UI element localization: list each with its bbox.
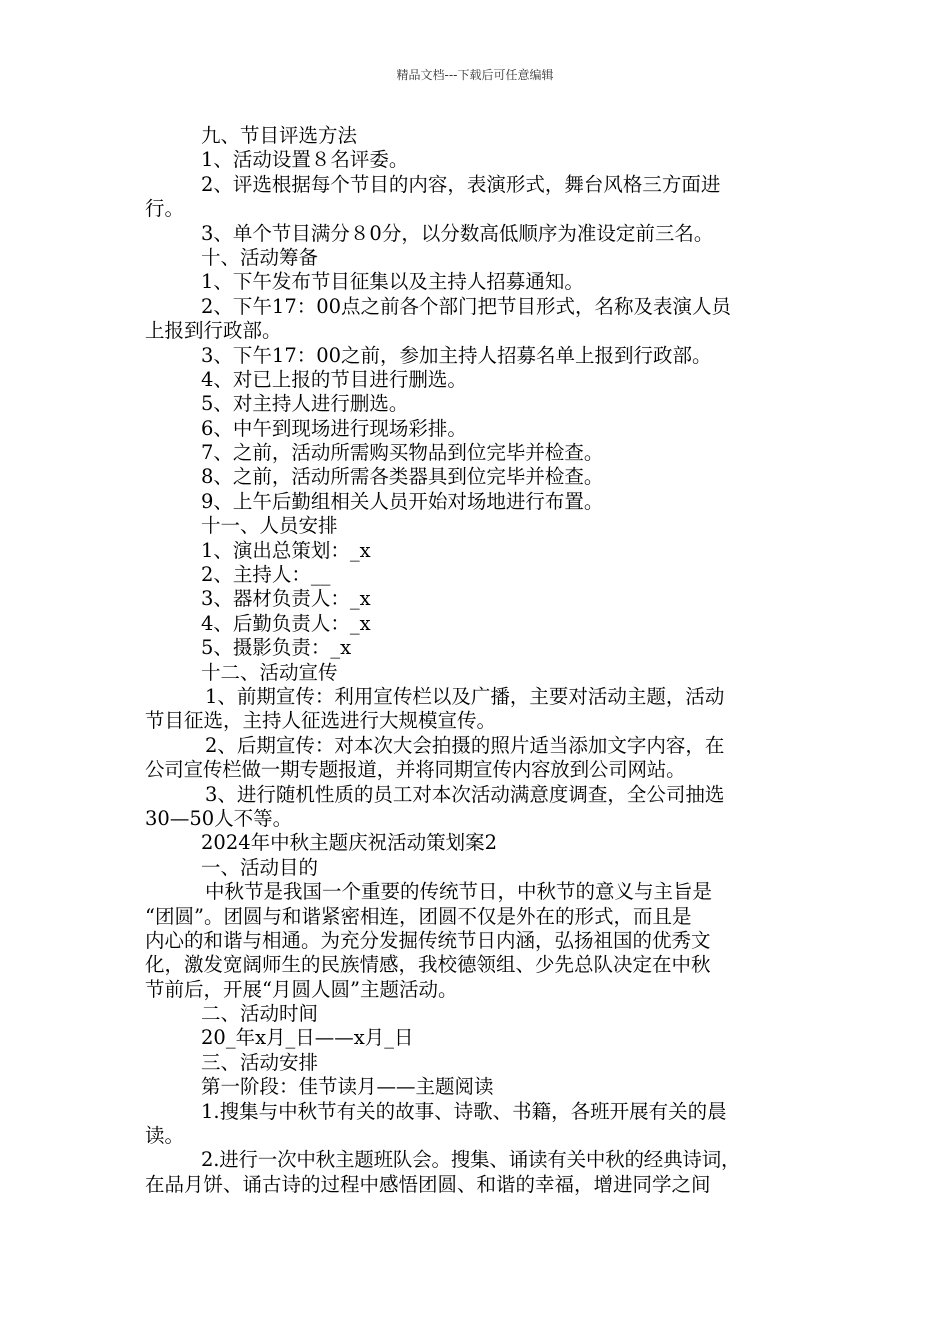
section-heading: 三、活动安排 (201, 1050, 319, 1074)
text-line: “团圆”。团圆与和谐紧密相连，团圆不仅是外在的形式，而且是 (145, 904, 692, 928)
text-line: 1.搜集与中秋节有关的故事、诗歌、书籍，各班开展有关的晨 (201, 1099, 727, 1123)
text-line: 4、对已上报的节目进行删选。 (201, 367, 467, 391)
text-line: 30—50人不等。 (145, 806, 293, 830)
text-line: 4、后勤负责人：_x (201, 611, 371, 635)
text-line: 8、之前，活动所需各类器具到位完毕并检查。 (201, 465, 604, 489)
text-line: 节目征选，主持人征选进行大规模宣传。 (145, 709, 497, 733)
text-line: 化，激发宽阔师生的民族情感，我校德领组、少先总队决定在中秋 (145, 953, 711, 977)
section-heading: 九、节目评选方法 (201, 124, 358, 147)
text-line: 6、中午到现场进行现场彩排。 (201, 416, 467, 440)
text-line: 在品月饼、诵古诗的过程中感悟团圆、和谐的幸福，增进同学之间 (145, 1172, 711, 1196)
text-line: 上报到行政部。 (145, 319, 282, 343)
text-line: 2、后期宣传：对本次大会拍摄的照片适当添加文字内容，在 (205, 733, 725, 757)
section-heading: 十、活动筹备 (201, 245, 319, 269)
document-body (145, 124, 810, 1197)
text-line: 1、前期宣传：利用宣传栏以及广播，主要对活动主题，活动 (205, 684, 725, 708)
text-line: 3、下午17：00之前，参加主持人招募名单上报到行政部。 (201, 343, 712, 367)
text-line: 5、对主持人进行删选。 (201, 392, 409, 416)
text-line: 中秋节是我国一个重要的传统节日，中秋节的意义与主旨是 (205, 880, 713, 904)
text-line: 2、评选根据每个节目的内容，表演形式，舞台风格三方面进 (201, 172, 721, 196)
text-line: 3、器材负责人：_x (201, 587, 371, 611)
text-line: 7、之前，活动所需购买物品到位完毕并检查。 (201, 441, 604, 465)
text-line: 9、上午后勤组相关人员开始对场地进行布置。 (201, 489, 604, 513)
text-line: 20_年x月_日——x月_日 (201, 1026, 414, 1050)
text-line: 5、摄影负责：_x (201, 636, 352, 660)
page-header: 精品文档---下载后可任意编辑 (396, 68, 554, 82)
text-line: 1、演出总策划：_x (201, 538, 371, 562)
text-line: 3、单个节目满分８0分，以分数高低顺序为准设定前三名。 (201, 221, 714, 245)
text-line: 行。 (145, 197, 185, 221)
section-heading: 十二、活动宣传 (201, 660, 338, 684)
text-line: 公司宣传栏做一期专题报道，并将同期宣传内容放到公司网站。 (145, 758, 686, 782)
section-heading: 一、活动目的 (201, 855, 319, 879)
text-line: 1、下午发布节目征集以及主持人招募通知。 (201, 270, 584, 294)
text-line: 1、活动设置８名评委。 (201, 148, 409, 172)
text-line: 2、下午17：00点之前各个部门把节目形式，名称及表演人员 (201, 294, 732, 318)
text-line: 3、进行随机性质的员工对本次活动满意度调查，全公司抽选 (205, 782, 725, 806)
text-line: 第一阶段：佳节读月——主题阅读 (201, 1075, 494, 1099)
document-subtitle: 2024年中秋主题庆祝活动策划案2 (201, 831, 498, 855)
text-line: 2、主持人：__ (201, 563, 331, 587)
section-heading: 十一、人员安排 (201, 514, 338, 538)
text-line: 2.进行一次中秋主题班队会。搜集、诵读有关中秋的经典诗词， (201, 1148, 741, 1172)
text-line: 节前后，开展“月圆人圆”主题活动。 (145, 977, 458, 1001)
text-line: 读。 (145, 1124, 185, 1148)
section-heading: 二、活动时间 (201, 1002, 319, 1026)
text-line: 内心的和谐与相通。为充分发掘传统节日内涵，弘扬祖国的优秀文 (145, 928, 711, 952)
